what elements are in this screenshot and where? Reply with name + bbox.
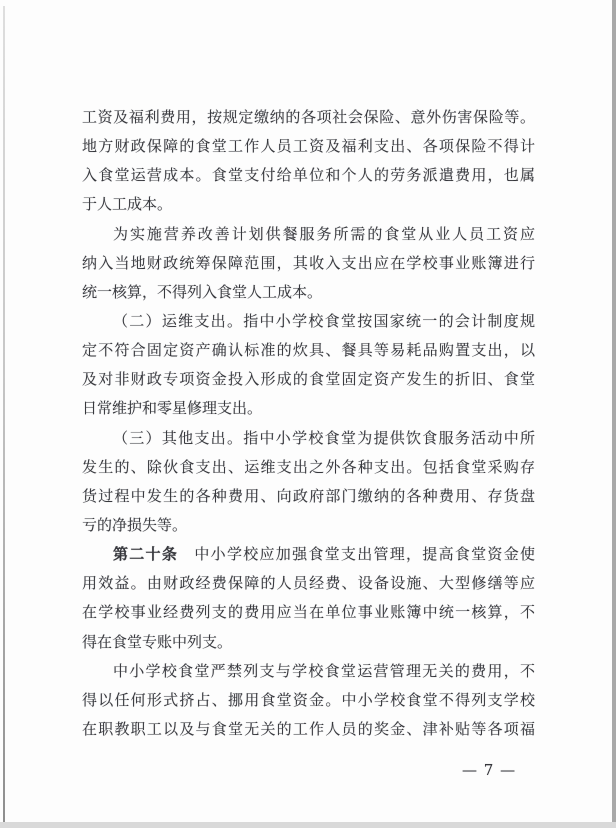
text-line: 定不符合固定资产确认标准的炊具、餐具等易耗品购置支出，以 [82, 341, 535, 360]
text-line: 中小学校食堂严禁列支与学校食堂运营管理无关的费用，不 [113, 661, 535, 680]
text-line: 在学校事业经费列支的费用应当在单位事业账簿中统一核算，不 [82, 603, 535, 622]
document-text-block [82, 103, 535, 744]
text-line: 工资及福利费用，按规定缴纳的各项社会保险、意外伤害保险等。 [82, 108, 535, 126]
article-number: 第二十条 [113, 545, 179, 564]
text-line: 得在食堂专账中列支。 [82, 632, 233, 651]
scan-edge-bottom [0, 822, 616, 828]
text-line: 统一核算，不得列入食堂人工成本。 [82, 282, 323, 301]
text-line: 货过程中发生的各种费用、向政府部门缴纳的各种费用、存货盘 [82, 486, 535, 505]
text-line: 日常维护和零星修理支出。 [82, 399, 263, 418]
text-line: 地方财政保障的食堂工作人员工资及福利支出、各项保险不得计 [82, 137, 535, 156]
text-line: 入食堂运营成本。食堂支付给单位和个人的劳务派遣费用，也属 [82, 166, 535, 185]
text-line: 在职教职工以及与食堂无关的工作人员的奖金、津补贴等各项福 [82, 719, 535, 738]
text-line: （二）运维支出。指中小学校食堂按国家统一的会计制度规 [113, 311, 535, 330]
text-line: （三）其他支出。指中小学校食堂为提供饮食服务活动中所 [113, 428, 535, 447]
text-line: 纳入当地财政统筹保障范围，其收入支出应在学校事业账簿进行 [82, 253, 535, 272]
text-line: 及对非财政专项资金投入形成的食堂固定资产发生的折旧、食堂 [82, 370, 535, 389]
text-line: 为实施营养改善计划供餐服务所需的食堂从业人员工资应 [113, 224, 535, 243]
text-line: 发生的、除伙食支出、运维支出之外各种支出。包括食堂采购存 [82, 457, 535, 476]
page-number: — 7 — [462, 761, 517, 779]
scan-edge-left [3, 6, 5, 822]
text-line: 亏的净损失等。 [82, 515, 188, 534]
text-line: 用效益。由财政经费保障的人员经费、设备设施、大型修缮等应 [82, 574, 535, 593]
text-line: 于人工成本。 [82, 195, 173, 214]
scan-edge-right [612, 0, 616, 828]
text-line: 得以任何形式挤占、挪用食堂资金。中小学校食堂不得列支学校 [82, 690, 535, 709]
text-line: 第二十条 中小学校应加强食堂支出管理，提高食堂资金使 [113, 545, 535, 564]
